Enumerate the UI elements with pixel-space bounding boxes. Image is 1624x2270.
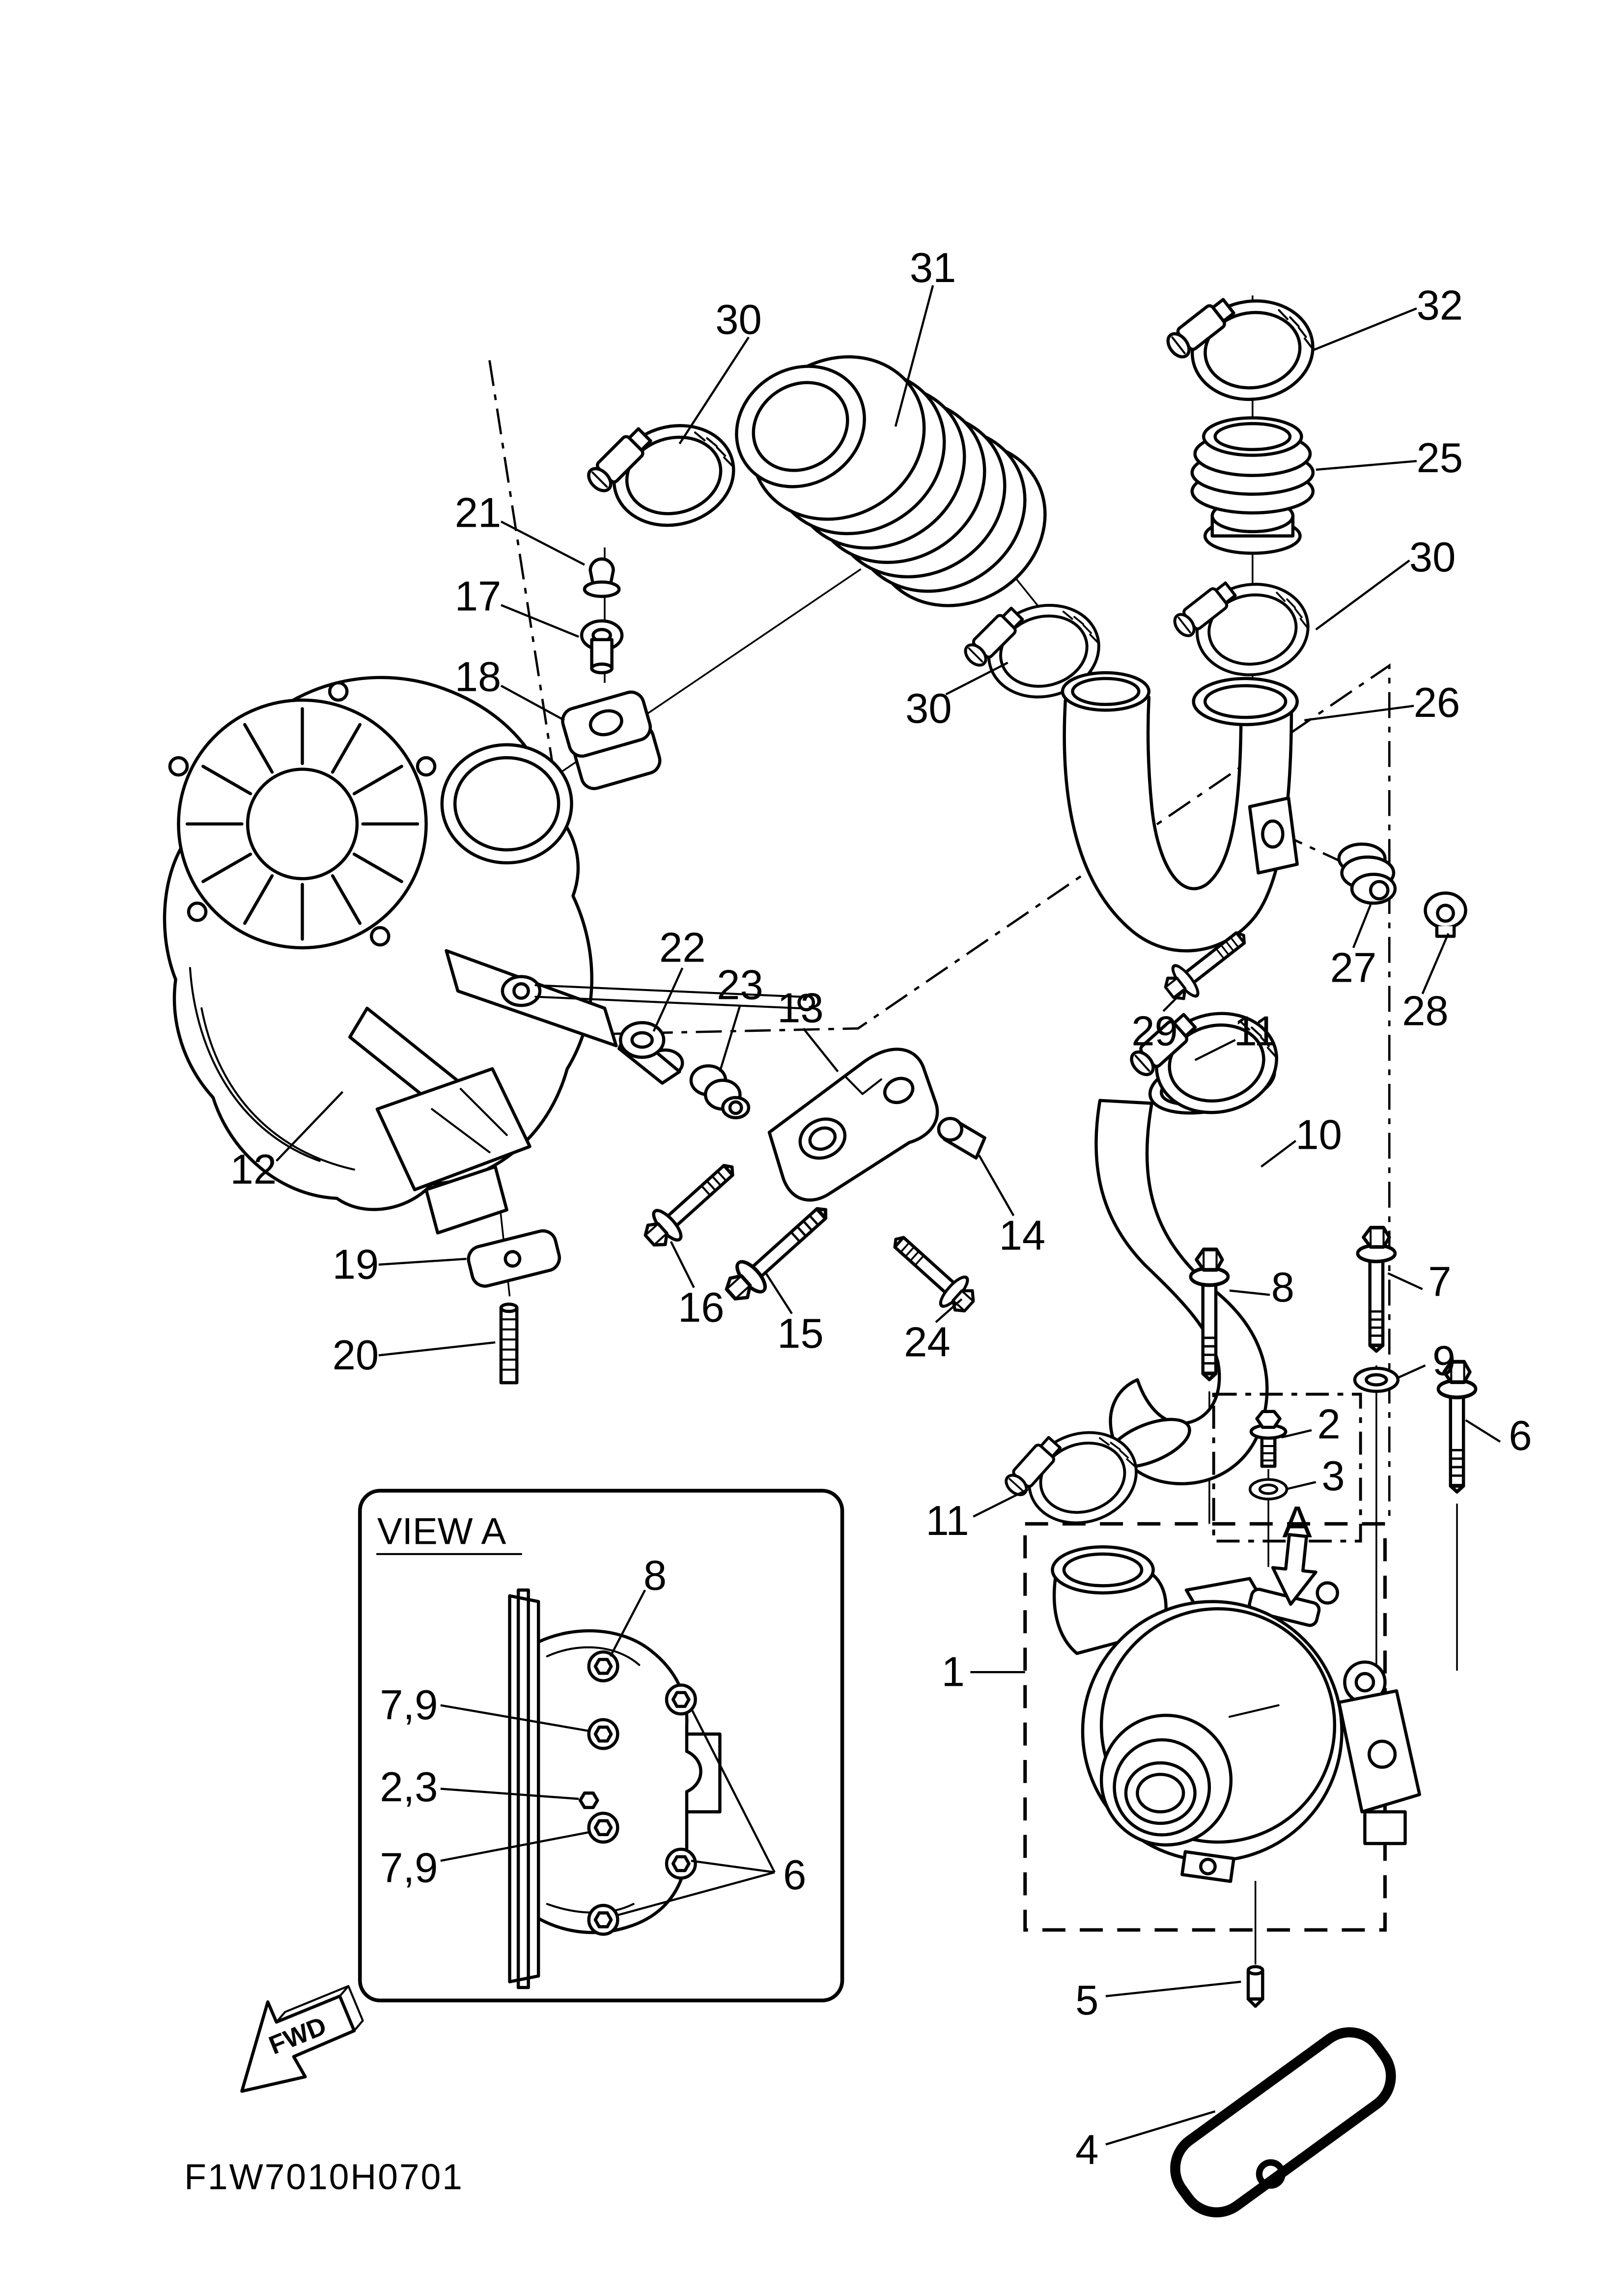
callout-label-22: 22 xyxy=(659,924,706,971)
bushing-base-17 xyxy=(592,664,612,673)
callout-label-7: 7 xyxy=(1428,1258,1452,1305)
collar-22 xyxy=(619,1022,682,1083)
callout-label-5: 5 xyxy=(1075,1977,1099,2024)
callout-label-15: 15 xyxy=(777,1310,824,1357)
callout-label-7,9: 7,9 xyxy=(380,1682,438,1729)
callout-label-28: 28 xyxy=(1402,988,1449,1035)
plug-28 xyxy=(1426,893,1466,936)
grommet-27 xyxy=(1339,844,1395,903)
callout-label-11: 11 xyxy=(925,1497,969,1544)
callout-label-32: 32 xyxy=(1416,282,1463,329)
callout-label-13: 13 xyxy=(777,985,824,1032)
callout-label-10: 10 xyxy=(1295,1111,1342,1159)
mount-boss-hole xyxy=(1356,1674,1373,1691)
actuator-pin xyxy=(1317,1583,1338,1603)
washer-9 xyxy=(1355,1368,1398,1391)
hole-7-9a xyxy=(589,1720,618,1749)
clamp-30-right xyxy=(1166,569,1314,685)
intake-hose-group xyxy=(575,325,1109,715)
callout-label-23: 23 xyxy=(717,962,763,1009)
inlet-cone-bore xyxy=(1137,1774,1183,1812)
cover-bolt xyxy=(371,928,389,945)
end-plate-stack xyxy=(510,1590,539,1987)
cover-boss xyxy=(687,1734,720,1812)
fwd-arrow xyxy=(242,1986,363,2091)
callout-label-4: 4 xyxy=(1075,2127,1099,2174)
supercharger-unit xyxy=(1052,1547,1419,1881)
rubber-mount-18 xyxy=(560,689,663,792)
view-a-title: VIEW A xyxy=(377,1510,506,1553)
elbow-pipe-26 xyxy=(1063,673,1297,951)
drawing-code: F1W7010H0701 xyxy=(184,2156,464,2197)
outlet-column-group xyxy=(1063,284,1466,1008)
stud-20 xyxy=(501,1304,517,1383)
duct-group xyxy=(992,993,1286,1544)
callout-label-25: 25 xyxy=(1416,434,1463,482)
fwd-label: FWD xyxy=(265,2011,331,2060)
damper-23 xyxy=(691,1066,749,1118)
callout-label-14: 14 xyxy=(999,1212,1046,1259)
cap-flange-21 xyxy=(585,582,619,596)
tab-hole xyxy=(1262,821,1283,847)
pin-14 xyxy=(939,1118,985,1158)
callout-label-20: 20 xyxy=(332,1332,379,1379)
cover-profile xyxy=(538,1631,700,1932)
flywheel-hub xyxy=(248,769,357,879)
cover-inner-line xyxy=(547,1647,640,1913)
callout-label-6: 6 xyxy=(783,1851,807,1899)
corrugated-hose-31 xyxy=(714,325,1076,638)
callout-label-30: 30 xyxy=(905,685,952,732)
callout-label-27: 27 xyxy=(1330,944,1377,992)
bolt-24 xyxy=(883,1225,982,1320)
bottom-lug xyxy=(1182,1852,1233,1881)
gasket-group xyxy=(1161,1967,1408,2231)
callout-label-A: A xyxy=(1282,1497,1312,1547)
cover-bolt xyxy=(189,903,206,920)
gasket-4 xyxy=(1161,2018,1408,2231)
hole-7-9b xyxy=(589,1813,618,1842)
callout-label-18: 18 xyxy=(454,653,502,701)
nut-2-3 xyxy=(580,1793,597,1807)
callout-label-26: 26 xyxy=(1413,680,1460,727)
callout-label-8: 8 xyxy=(643,1552,667,1599)
callout-label-2,3: 2,3 xyxy=(380,1764,438,1811)
bracket-group xyxy=(619,1022,984,1319)
callout-label-30: 30 xyxy=(1409,534,1456,581)
plate-19 xyxy=(466,1228,562,1289)
callout-label-30: 30 xyxy=(715,296,762,343)
hole-8 xyxy=(589,1652,618,1681)
callout-label-6: 6 xyxy=(1509,1413,1532,1460)
coupling-25 xyxy=(1192,418,1313,553)
washer-3 xyxy=(1250,1479,1287,1499)
callout-label-21: 21 xyxy=(454,489,502,537)
callout-label-9: 9 xyxy=(1432,1337,1456,1385)
cover-bolt xyxy=(330,683,347,700)
bracket-foot xyxy=(1365,1812,1405,1844)
bracket-hole xyxy=(1369,1741,1395,1767)
hole-6c xyxy=(589,1905,618,1934)
bolt-16 xyxy=(638,1153,745,1255)
callout-label-11: 11 xyxy=(1233,1008,1277,1055)
callout-label-2: 2 xyxy=(1317,1401,1341,1448)
callout-label-16: 16 xyxy=(678,1284,725,1332)
cover-bolt xyxy=(418,758,435,775)
view-a-inset xyxy=(360,1491,842,2001)
callout-label-29: 29 xyxy=(1131,1008,1178,1055)
callout-label-8: 8 xyxy=(1271,1264,1295,1311)
hole-6b xyxy=(667,1849,696,1878)
callout-label-19: 19 xyxy=(332,1241,379,1288)
pin-5 xyxy=(1248,1967,1262,2007)
inlet-ring-inner xyxy=(1064,1554,1142,1586)
callout-label-3: 3 xyxy=(1321,1453,1345,1500)
callout-label-7,9: 7,9 xyxy=(380,1844,438,1892)
cover-bolt xyxy=(170,758,187,775)
bracket-13 xyxy=(753,1039,955,1209)
callout-label-17: 17 xyxy=(454,573,502,620)
callout-label-31: 31 xyxy=(909,245,956,292)
callout-label-24: 24 xyxy=(904,1319,951,1366)
pivot-hole xyxy=(514,984,528,998)
callout-label-1: 1 xyxy=(941,1648,965,1696)
clamp-30-top xyxy=(575,404,745,545)
clamp-32 xyxy=(1159,284,1319,411)
callout-label-12: 12 xyxy=(230,1146,277,1193)
intake-port-inner xyxy=(455,758,559,850)
